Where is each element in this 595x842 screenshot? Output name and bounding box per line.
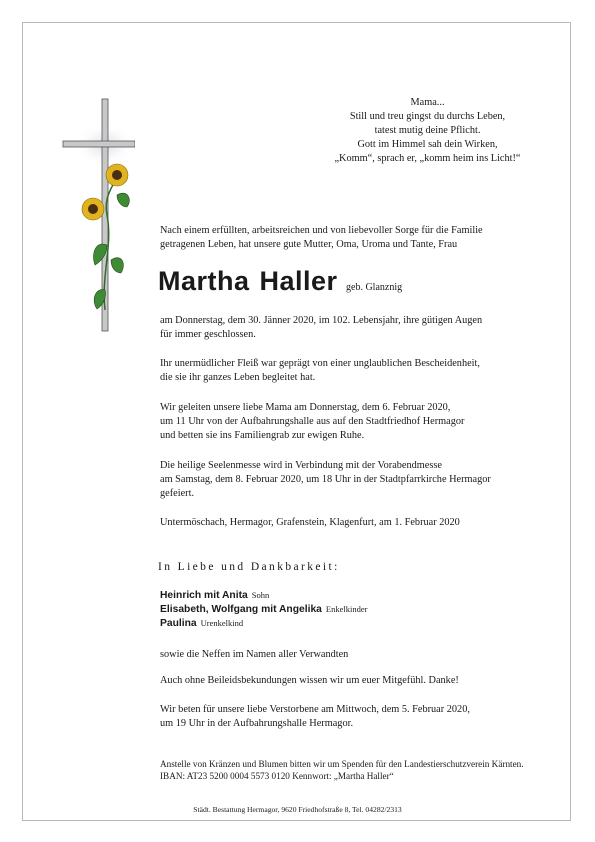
paragraph-line: Wir geleiten unsere liebe Mama am Donnerstag, dem 6. Februar 2020,: [160, 402, 451, 413]
intro-paragraph: [160, 224, 483, 252]
deceased-name: [158, 266, 402, 297]
paragraph-line: Die heilige Seelenmesse wird in Verbindung mit der Vorabendmesse: [160, 460, 442, 471]
donation-line: IBAN: AT23 5200 0004 5573 0120 Kennwort: „Martha Haller“: [160, 771, 394, 781]
mourner-relation: Sohn: [251, 590, 270, 600]
character-paragraph: [160, 357, 480, 385]
funeral-paragraph: [160, 401, 464, 443]
last-name: Haller: [259, 266, 338, 296]
place-date-line: [160, 516, 460, 530]
paragraph-line: Wir beten für unsere liebe Verstorbene am Mittwoch, dem 5. Februar 2020,: [160, 704, 470, 715]
paragraph-line: um 19 Uhr in der Aufbahrungshalle Hermagor.: [160, 718, 354, 729]
paragraph-line: gefeiert.: [160, 488, 195, 499]
mourner-names: Elisabeth, Wolfgang mit Angelika: [160, 604, 322, 615]
relatives-line: [160, 648, 348, 662]
mourner-names: Heinrich mit Anita: [160, 590, 248, 601]
paragraph-line: Auch ohne Beileidsbekundungen wissen wir um euer Mitgefühl. Danke!: [160, 675, 459, 686]
first-name: Martha: [158, 266, 250, 296]
prayer-paragraph: [160, 703, 470, 731]
paragraph-line: am Donnerstag, dem 30. Jänner 2020, im 102. Lebensjahr, ihre gütigen Augen: [160, 315, 483, 326]
footer-undertaker: Städt. Bestattung Hermagor, 9620 Friedhofstraße 8, Tel. 04282/2313: [193, 805, 402, 814]
birth-name: geb. Glanznig: [346, 282, 403, 293]
intro-line: Nach einem erfüllten, arbeitsreichen und von liebevoller Sorge für die Familie: [160, 225, 483, 236]
intro-line: getragenen Leben, hat unsere gute Mutter, Oma, Uroma und Tante, Frau: [160, 239, 458, 250]
mourner-relation: Urenkelkind: [200, 618, 244, 628]
paragraph-line: am Samstag, dem 8. Februar 2020, um 18 Uhr in der Stadtpfarrkirche Hermagor: [160, 474, 491, 485]
paragraph-line: um 11 Uhr von der Aufbahrungshalle aus auf den Stadtfriedhof Hermagor: [160, 416, 465, 427]
paragraph-line: Untermöschach, Hermagor, Grafenstein, Klagenfurt, am 1. Februar 2020: [160, 517, 460, 528]
poem-line: tatest mutig deine Pflicht.: [374, 125, 481, 136]
paragraph-line: und betten sie ins Familiengrab zur ewigen Ruhe.: [160, 430, 365, 441]
cross-with-sunflowers-icon: [55, 95, 135, 335]
paragraph-line: für immer geschlossen.: [160, 329, 256, 340]
poem-line: Gott im Himmel sah dein Wirken,: [357, 139, 498, 150]
paragraph-line: Ihr unermüdlicher Fleiß war geprägt von einer unglaublichen Bescheidenheit,: [160, 358, 480, 369]
poem-line: Mama...: [410, 97, 445, 108]
paragraph-line: die sie ihr ganzes Leben begleitet hat.: [160, 372, 316, 383]
mourner-row: [160, 603, 367, 616]
donation-line: Anstelle von Kränzen und Blumen bitten wir um Spenden für den Landestierschutzverein Kärnten.: [160, 759, 524, 769]
poem-line: „Komm“, sprach er, „komm heim ins Licht!“: [334, 153, 521, 164]
mourner-names: Paulina: [160, 618, 197, 629]
mourner-row: [160, 617, 243, 630]
poem-line: Still und treu gingst du durchs Leben,: [349, 111, 506, 122]
paragraph-line: sowie die Neffen im Namen aller Verwandten: [160, 649, 349, 660]
mass-paragraph: [160, 459, 491, 501]
death-paragraph: [160, 314, 482, 342]
thanks-line: [160, 674, 459, 688]
poem: [300, 96, 555, 166]
mourner-relation: Enkelkinder: [325, 604, 368, 614]
thanks-heading: In Liebe und Dankbarkeit:: [158, 561, 340, 573]
mourner-row: [160, 589, 269, 602]
donation-note: [160, 758, 524, 782]
